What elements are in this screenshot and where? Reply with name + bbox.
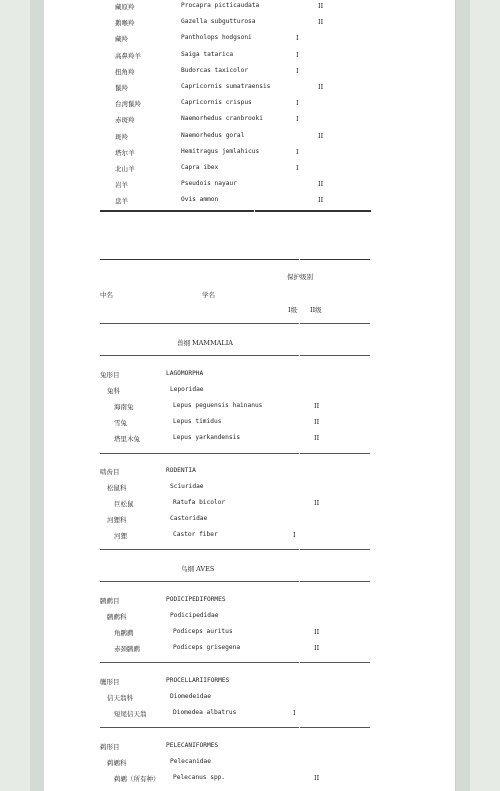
species-zh: 北山羊 [115,164,135,173]
species-zh: 盘羊 [115,197,128,206]
species-sci: Ovis ammon [181,196,219,204]
family-sci: Sciuridae [170,483,204,490]
section-mammalia: 兽纲 MAMMALIA [177,339,233,347]
species-sci: Procapra picticaudata [181,2,260,9]
species-zh: 岩羊 [115,181,128,190]
table-row [100,0,370,16]
level1-mark: I [296,50,299,59]
species-zh: 角䴙䴘 [114,629,134,637]
family-zh: 河狸科 [107,516,127,524]
level2-header: II级 [310,306,322,314]
species-sci: Pelecanus spp. [173,774,226,781]
species-zh: 藏羚 [115,35,128,44]
level2-mark: II [314,644,320,652]
species-zh: 雪兔 [114,419,127,427]
table-row [100,113,370,129]
table-bottom-rule [255,210,371,212]
species-sci: Capricornis sumatraensis [181,82,271,90]
species-sci: Pseudois nayaur [181,180,237,188]
species-zh: 鹅喉羚 [115,19,135,28]
species-zh: 塔尔羊 [115,148,135,157]
group-rule [100,662,299,663]
species-sci: Podiceps auritus [173,628,233,635]
group-rule [300,662,370,663]
level1-mark: I [296,147,299,156]
species-zh: 鹈鹕（所有种） [114,775,160,783]
level1-mark: I [296,34,299,43]
table-row [100,162,370,178]
species-zh: 扭角羚 [115,67,135,76]
family-zh: 兔科 [107,387,120,395]
order-sci: PROCELLARIIFORMES [166,677,230,684]
species-sci: Lepus yarkandensis [173,434,241,441]
order-zh: 鹈形目 [100,743,120,751]
family-sci: Podicipedidae [170,612,219,619]
species-sci: Budorcas taxicolor [181,66,249,74]
group-rule [300,453,370,454]
table-row [100,16,370,32]
species-sci: Castor fiber [173,531,218,538]
order-zh: 䴙䴘目 [100,597,120,605]
zh-name-header: 中名 [100,291,113,299]
species-sci: Capra ibex [181,163,219,171]
family-zh: 信天翁科 [107,694,133,702]
species-sci: Hemitragus jemlahicus [181,147,260,155]
level1-mark: I [296,66,299,75]
group-rule [100,549,299,550]
species-sci: Podiceps grisegena [173,644,241,651]
level1-mark: I [293,531,296,539]
table-row [100,130,370,146]
level2-mark: II [314,499,320,507]
species-sci: Pantholops hodgsoni [181,34,252,42]
section-rule [300,581,370,582]
section-rule [100,355,299,356]
section-rule [100,581,299,582]
order-sci: LAGOMORPHA [166,370,204,377]
left-margin [0,0,30,791]
species-sci: Lepus timidus [173,418,222,425]
top-species-table [100,0,370,210]
level2-mark: II [314,418,320,426]
group-rule [300,727,370,728]
table-row [100,49,370,65]
level1-mark: I [296,163,299,172]
section-rule [300,355,370,356]
species-sci: Gazella subgutturosa [181,18,256,26]
species-sci: Ratufa bicolor [173,499,226,506]
group-rule [300,549,370,550]
sci-name-header: 学名 [202,291,215,299]
level1-header: I级 [288,306,298,314]
family-zh: 鹈鹕科 [107,759,127,767]
level2-mark: II [318,180,324,189]
family-sci: Leporidae [170,386,204,393]
order-sci: PODICIPEDIFORMES [166,596,226,603]
group-rule [100,453,299,454]
family-zh: 松鼠科 [107,484,127,492]
level2-mark: II [314,774,320,782]
family-sci: Castoridae [170,515,208,522]
species-sci: Capricornis crispus [181,99,252,107]
header-top-rule [100,259,299,260]
header-top-rule [300,259,370,260]
species-zh: 藏原羚 [115,3,135,11]
level2-mark: II [318,131,324,140]
level1-mark: I [293,709,296,717]
table-row [100,194,370,210]
header-bottom-rule [300,323,370,324]
species-zh: 塔里木兔 [114,435,140,443]
level2-mark: II [318,18,324,27]
level2-mark: II [314,434,320,442]
header-bottom-rule [100,323,299,324]
species-zh: 赤斑羚 [115,116,135,125]
species-zh: 高鼻羚羊 [115,51,141,60]
species-zh: 赤颈䴙䴘 [114,645,140,653]
species-zh: 台湾鬣羚 [115,100,141,109]
table-bottom-rule [100,210,254,212]
table-row [100,146,370,162]
level2-mark: II [318,82,324,91]
order-zh: 兔形目 [100,371,120,379]
family-zh: 䴙䴘科 [107,613,127,621]
level2-mark: II [318,2,324,10]
species-zh: 斑羚 [115,132,128,141]
table-row [100,32,370,48]
order-zh: 啮齿目 [100,468,120,476]
group-rule [100,727,299,728]
species-zh: 河狸 [114,532,127,540]
species-sci: Lepus peguensis hainanus [173,402,263,409]
level2-mark: II [314,402,320,410]
section-aves: 鸟纲 AVES [181,565,215,573]
family-sci: Pelecanidae [170,758,211,765]
right-page-border [456,0,470,791]
table-row [100,65,370,81]
page-edge [455,0,456,791]
species-zh: 鬣羚 [115,83,128,92]
order-zh: 鹱形目 [100,678,120,686]
level1-mark: I [296,99,299,108]
order-sci: PELECANIFORMES [166,742,219,749]
table-row [100,97,370,113]
level1-mark: I [296,115,299,124]
protect-level-header: 保护级别 [287,273,313,281]
species-sci: Naemorhedus goral [181,131,245,139]
left-page-border [30,0,44,791]
level2-mark: II [318,196,324,205]
document-page [44,0,456,791]
table-row [100,81,370,97]
species-sci: Naemorhedus cranbrooki [181,115,263,123]
species-sci: Saiga tatarica [181,50,234,58]
species-zh: 海南兔 [114,403,134,411]
table-row [100,178,370,194]
family-sci: Diomedeidae [170,693,211,700]
species-sci: Diomedea albatrus [173,709,237,716]
species-zh: 巨松鼠 [114,500,134,508]
species-zh: 短尾信天翁 [114,710,147,718]
order-sci: RODENTIA [166,467,196,474]
level2-mark: II [314,628,320,636]
